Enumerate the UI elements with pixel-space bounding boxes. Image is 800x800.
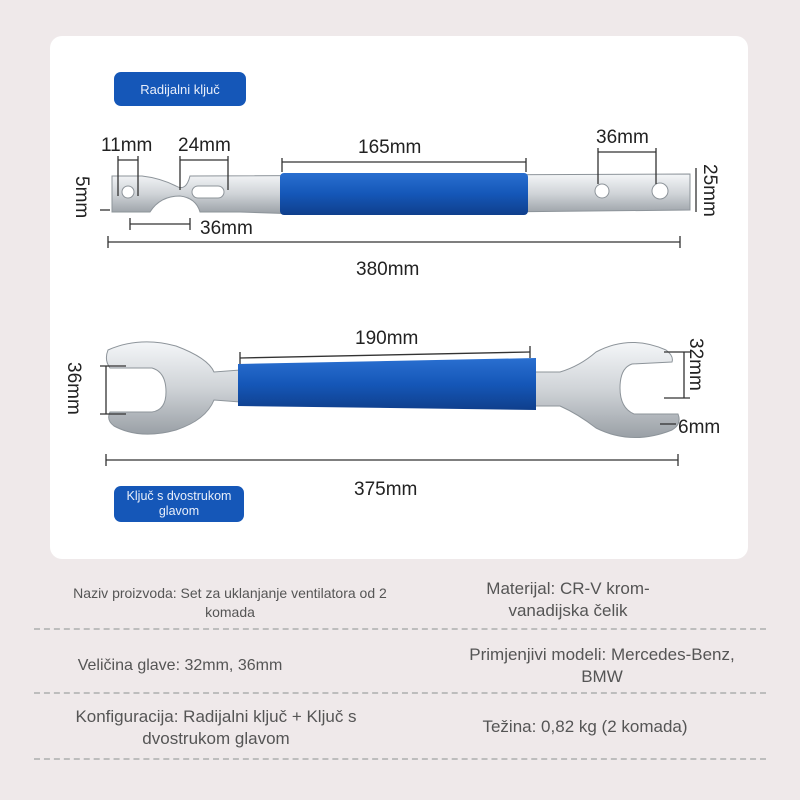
spec-product-name: Naziv proizvoda: Set za uklanjanje ventilatora od 2 komada (73, 585, 387, 620)
hole-icon (595, 184, 609, 198)
radial-wrench-badge: Radijalni ključ (114, 72, 246, 106)
radial-wrench (112, 173, 690, 215)
spec-divider (34, 758, 766, 760)
double-wrench-left-head (106, 342, 240, 434)
double-head-wrench (106, 342, 679, 438)
spec-weight: Težina: 0,82 kg (2 komada) (482, 717, 688, 736)
dim-notch: 36mm (200, 218, 253, 239)
spec-divider (34, 628, 766, 630)
double-wrench-grip (238, 358, 536, 410)
spec-models: Primjenjivi modeli: Mercedes-Benz, BMW (469, 645, 735, 686)
oval-slot-icon (192, 186, 224, 198)
dim-hole-small: 11mm (101, 135, 153, 156)
dim-right-jaw: 32mm (685, 338, 706, 391)
dim-total-radial: 380mm (356, 259, 420, 280)
dim-grip-double: 190mm (355, 328, 419, 349)
dim-thickness-double: 6mm (678, 417, 721, 438)
spec-material: Materijal: CR-V krom-vanadijska čelik (486, 579, 650, 620)
double-wrench-right-head (534, 342, 679, 437)
spec-divider (34, 692, 766, 694)
dim-hole-oval: 24mm (178, 135, 231, 156)
double-head-wrench-badge: Ključ s dvostrukom glavom (114, 486, 244, 522)
spec-head-size: Veličina glave: 32mm, 36mm (77, 657, 283, 674)
dim-right-holes: 36mm (596, 127, 649, 148)
spec-configuration: Konfiguracija: Radijalni ključ + Ključ s dvostrukom glavom (75, 707, 357, 748)
hole-icon (652, 183, 668, 199)
dim-thickness-left: 5mm (71, 176, 92, 219)
dim-total-double: 375mm (354, 479, 418, 500)
dim-height-right: 25mm (699, 164, 720, 217)
radial-wrench-grip (280, 173, 528, 215)
spec-table (0, 560, 800, 800)
hole-icon (122, 186, 134, 198)
dim-left-jaw: 36mm (63, 362, 84, 415)
dim-grip-radial: 165mm (358, 137, 422, 158)
